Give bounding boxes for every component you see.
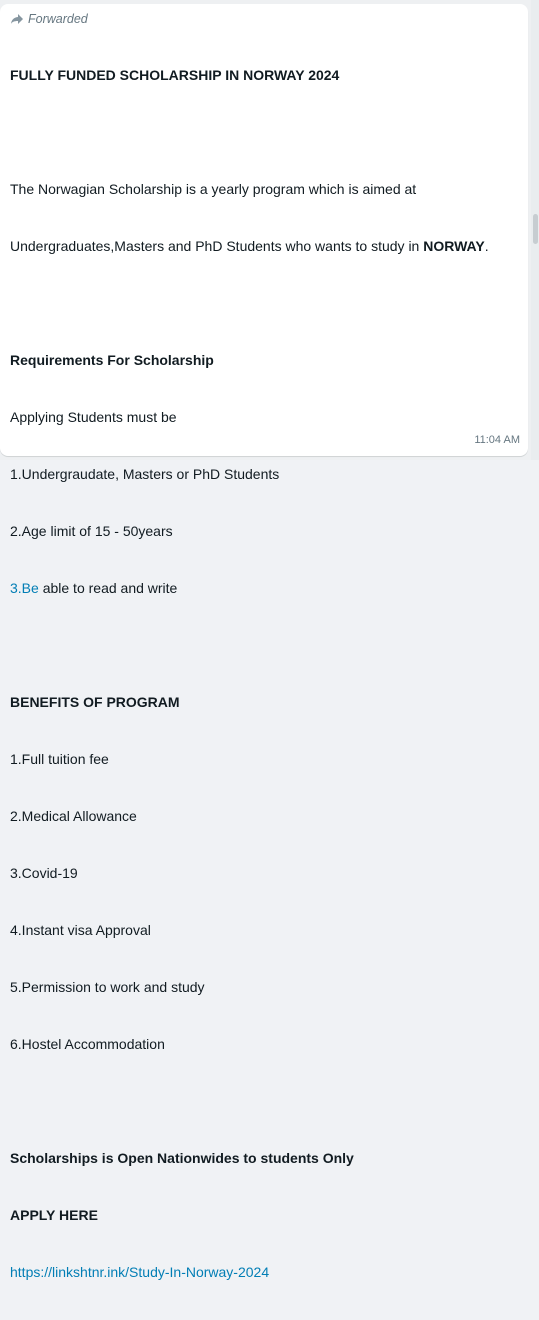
apply-link[interactable]: https://linkshtnr.ink/Study-In-Norway-2024 (10, 1264, 270, 1280)
intro-period: . (484, 238, 489, 254)
spacer (10, 1092, 518, 1111)
apply-label: APPLY HERE (10, 1207, 98, 1223)
requirement-3-text: able to read and write (38, 580, 178, 596)
requirement-item: Applying Students must be (10, 409, 177, 425)
message-bubble[interactable] (0, 4, 528, 1280)
requirement-item (10, 579, 518, 598)
forwarded-label (10, 10, 518, 28)
message-timestamp: 11:04 AM (474, 434, 520, 446)
intro-country: NORWAY (423, 238, 485, 254)
intro-line-1: The Norwagian Scholarship is a yearly program which is aimed at (10, 181, 417, 197)
scrollbar[interactable] (531, 0, 539, 460)
benefit-item: 2.Medical Allowance (10, 808, 137, 824)
message-title: FULLY FUNDED SCHOLARSHIP IN NORWAY 2024 (10, 67, 340, 83)
benefits-heading: BENEFITS OF PROGRAM (10, 694, 180, 710)
benefit-item: 3.Covid-19 (10, 865, 78, 881)
benefit-item: 5.Permission to work and study (10, 979, 205, 995)
intro-line-2-text: Undergraduates,Masters and PhD Students who wants to study in (10, 238, 424, 254)
spacer (10, 636, 518, 655)
scrollbar-thumb[interactable] (533, 214, 538, 244)
requirements-heading: Requirements For Scholarship (10, 352, 214, 368)
spacer (10, 123, 518, 142)
benefit-item: 1.Full tuition fee (10, 751, 109, 767)
requirement-item: 1.Undergraudate, Masters or PhD Students (10, 466, 280, 482)
benefit-item: 4.Instant visa Approval (10, 922, 151, 938)
message-text (10, 28, 518, 1320)
forward-arrow-icon (10, 13, 24, 25)
spacer (10, 294, 518, 313)
requirement-item: 2.Age limit of 15 - 50years (10, 523, 173, 539)
intro-line-2 (10, 237, 518, 256)
forwarded-text: Forwarded (28, 12, 88, 26)
benefit-item: 6.Hostel Accommodation (10, 1036, 165, 1052)
requirement-3-link[interactable]: 3.Be (10, 580, 39, 596)
closing-line: Scholarships is Open Nationwides to students Only (10, 1150, 354, 1166)
